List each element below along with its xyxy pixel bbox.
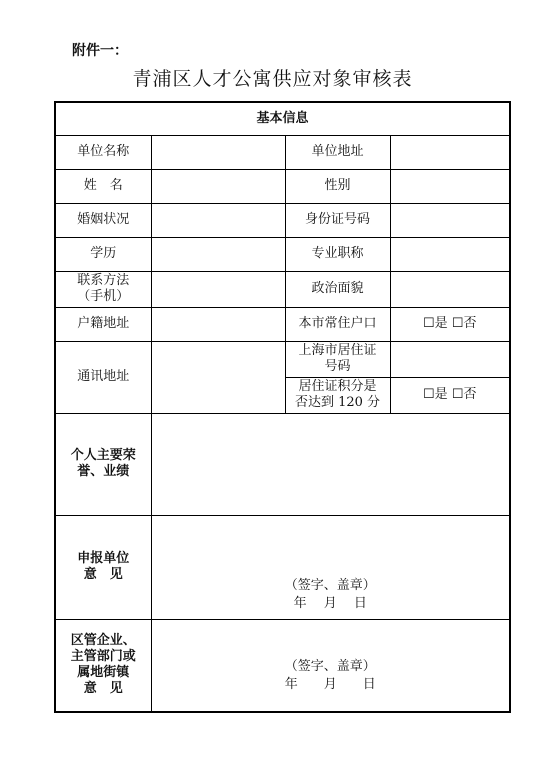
field-unit-name[interactable] (151, 135, 285, 169)
field-household-address[interactable] (151, 307, 285, 341)
district-date-text: 年 月 日 (284, 676, 376, 692)
label-applicant-opinion-line1: 申报单位 (77, 551, 130, 566)
field-id-number[interactable] (390, 203, 510, 237)
label-shanghai-hukou: 本市常住户口 (285, 307, 390, 341)
label-district-opinion-line2: 主管部门或 (70, 649, 136, 665)
label-unit-address: 单位地址 (285, 135, 390, 169)
field-applicant-opinion[interactable] (151, 515, 510, 619)
label-contact (55, 271, 151, 307)
applicant-sign-text: （签字、盖章） (284, 577, 376, 593)
field-contact[interactable] (151, 271, 285, 307)
field-honors[interactable] (151, 413, 510, 515)
page-title: 青浦区人才公寓供应对象审核表 (132, 68, 413, 90)
label-residence-permit-line2: 号码 (324, 359, 351, 374)
field-name[interactable] (151, 169, 285, 203)
label-district-opinion-line1: 区管企业、 (70, 633, 136, 649)
section-header: 基本信息 (55, 102, 510, 135)
label-unit-name: 单位名称 (55, 135, 151, 169)
label-honors-line2: 誉、业绩 (77, 464, 130, 479)
applicant-date-text: 年 月 日 (293, 595, 367, 611)
field-education[interactable] (151, 237, 285, 271)
label-applicant-opinion (55, 515, 151, 619)
field-mailing-address[interactable] (151, 341, 285, 413)
label-honors-line1: 个人主要荣 (70, 448, 136, 463)
field-marital-status[interactable] (151, 203, 285, 237)
district-sign-text: （签字、盖章） (284, 658, 376, 674)
label-gender: 性别 (285, 169, 390, 203)
label-marital-status: 婚姻状况 (55, 203, 151, 237)
label-household-address: 户籍地址 (55, 307, 151, 341)
field-gender[interactable] (390, 169, 510, 203)
label-district-opinion-line3: 属地街镇 (77, 665, 130, 681)
label-points (285, 377, 390, 413)
label-contact-line1: 联系方法 (77, 273, 130, 288)
label-name: 姓 名 (55, 169, 151, 203)
label-points-line1: 居住证积分是 (298, 379, 377, 394)
label-residence-permit-line1: 上海市居住证 (298, 343, 377, 358)
label-contact-line2: （手机） (77, 289, 130, 304)
label-honors (55, 413, 151, 515)
label-professional-title: 专业职称 (285, 237, 390, 271)
label-residence-permit (285, 341, 390, 377)
attachment-label: 附件一： (72, 43, 128, 59)
field-district-opinion[interactable] (151, 619, 510, 712)
checkbox-shanghai-hukou[interactable]: ☐是 ☐否 (390, 307, 510, 341)
label-district-opinion-line4: 意 见 (83, 681, 123, 697)
label-id-number: 身份证号码 (285, 203, 390, 237)
application-form-table (54, 101, 511, 713)
field-residence-permit[interactable] (390, 341, 510, 377)
label-mailing-address: 通讯地址 (55, 341, 151, 413)
field-political-status[interactable] (390, 271, 510, 307)
label-points-line2: 否达到 120 分 (294, 395, 381, 410)
label-applicant-opinion-line2: 意 见 (83, 567, 123, 582)
field-professional-title[interactable] (390, 237, 510, 271)
label-education: 学历 (55, 237, 151, 271)
label-district-opinion (55, 619, 151, 712)
label-political-status: 政治面貌 (285, 271, 390, 307)
checkbox-points[interactable]: ☐是 ☐否 (390, 377, 510, 413)
field-unit-address[interactable] (390, 135, 510, 169)
